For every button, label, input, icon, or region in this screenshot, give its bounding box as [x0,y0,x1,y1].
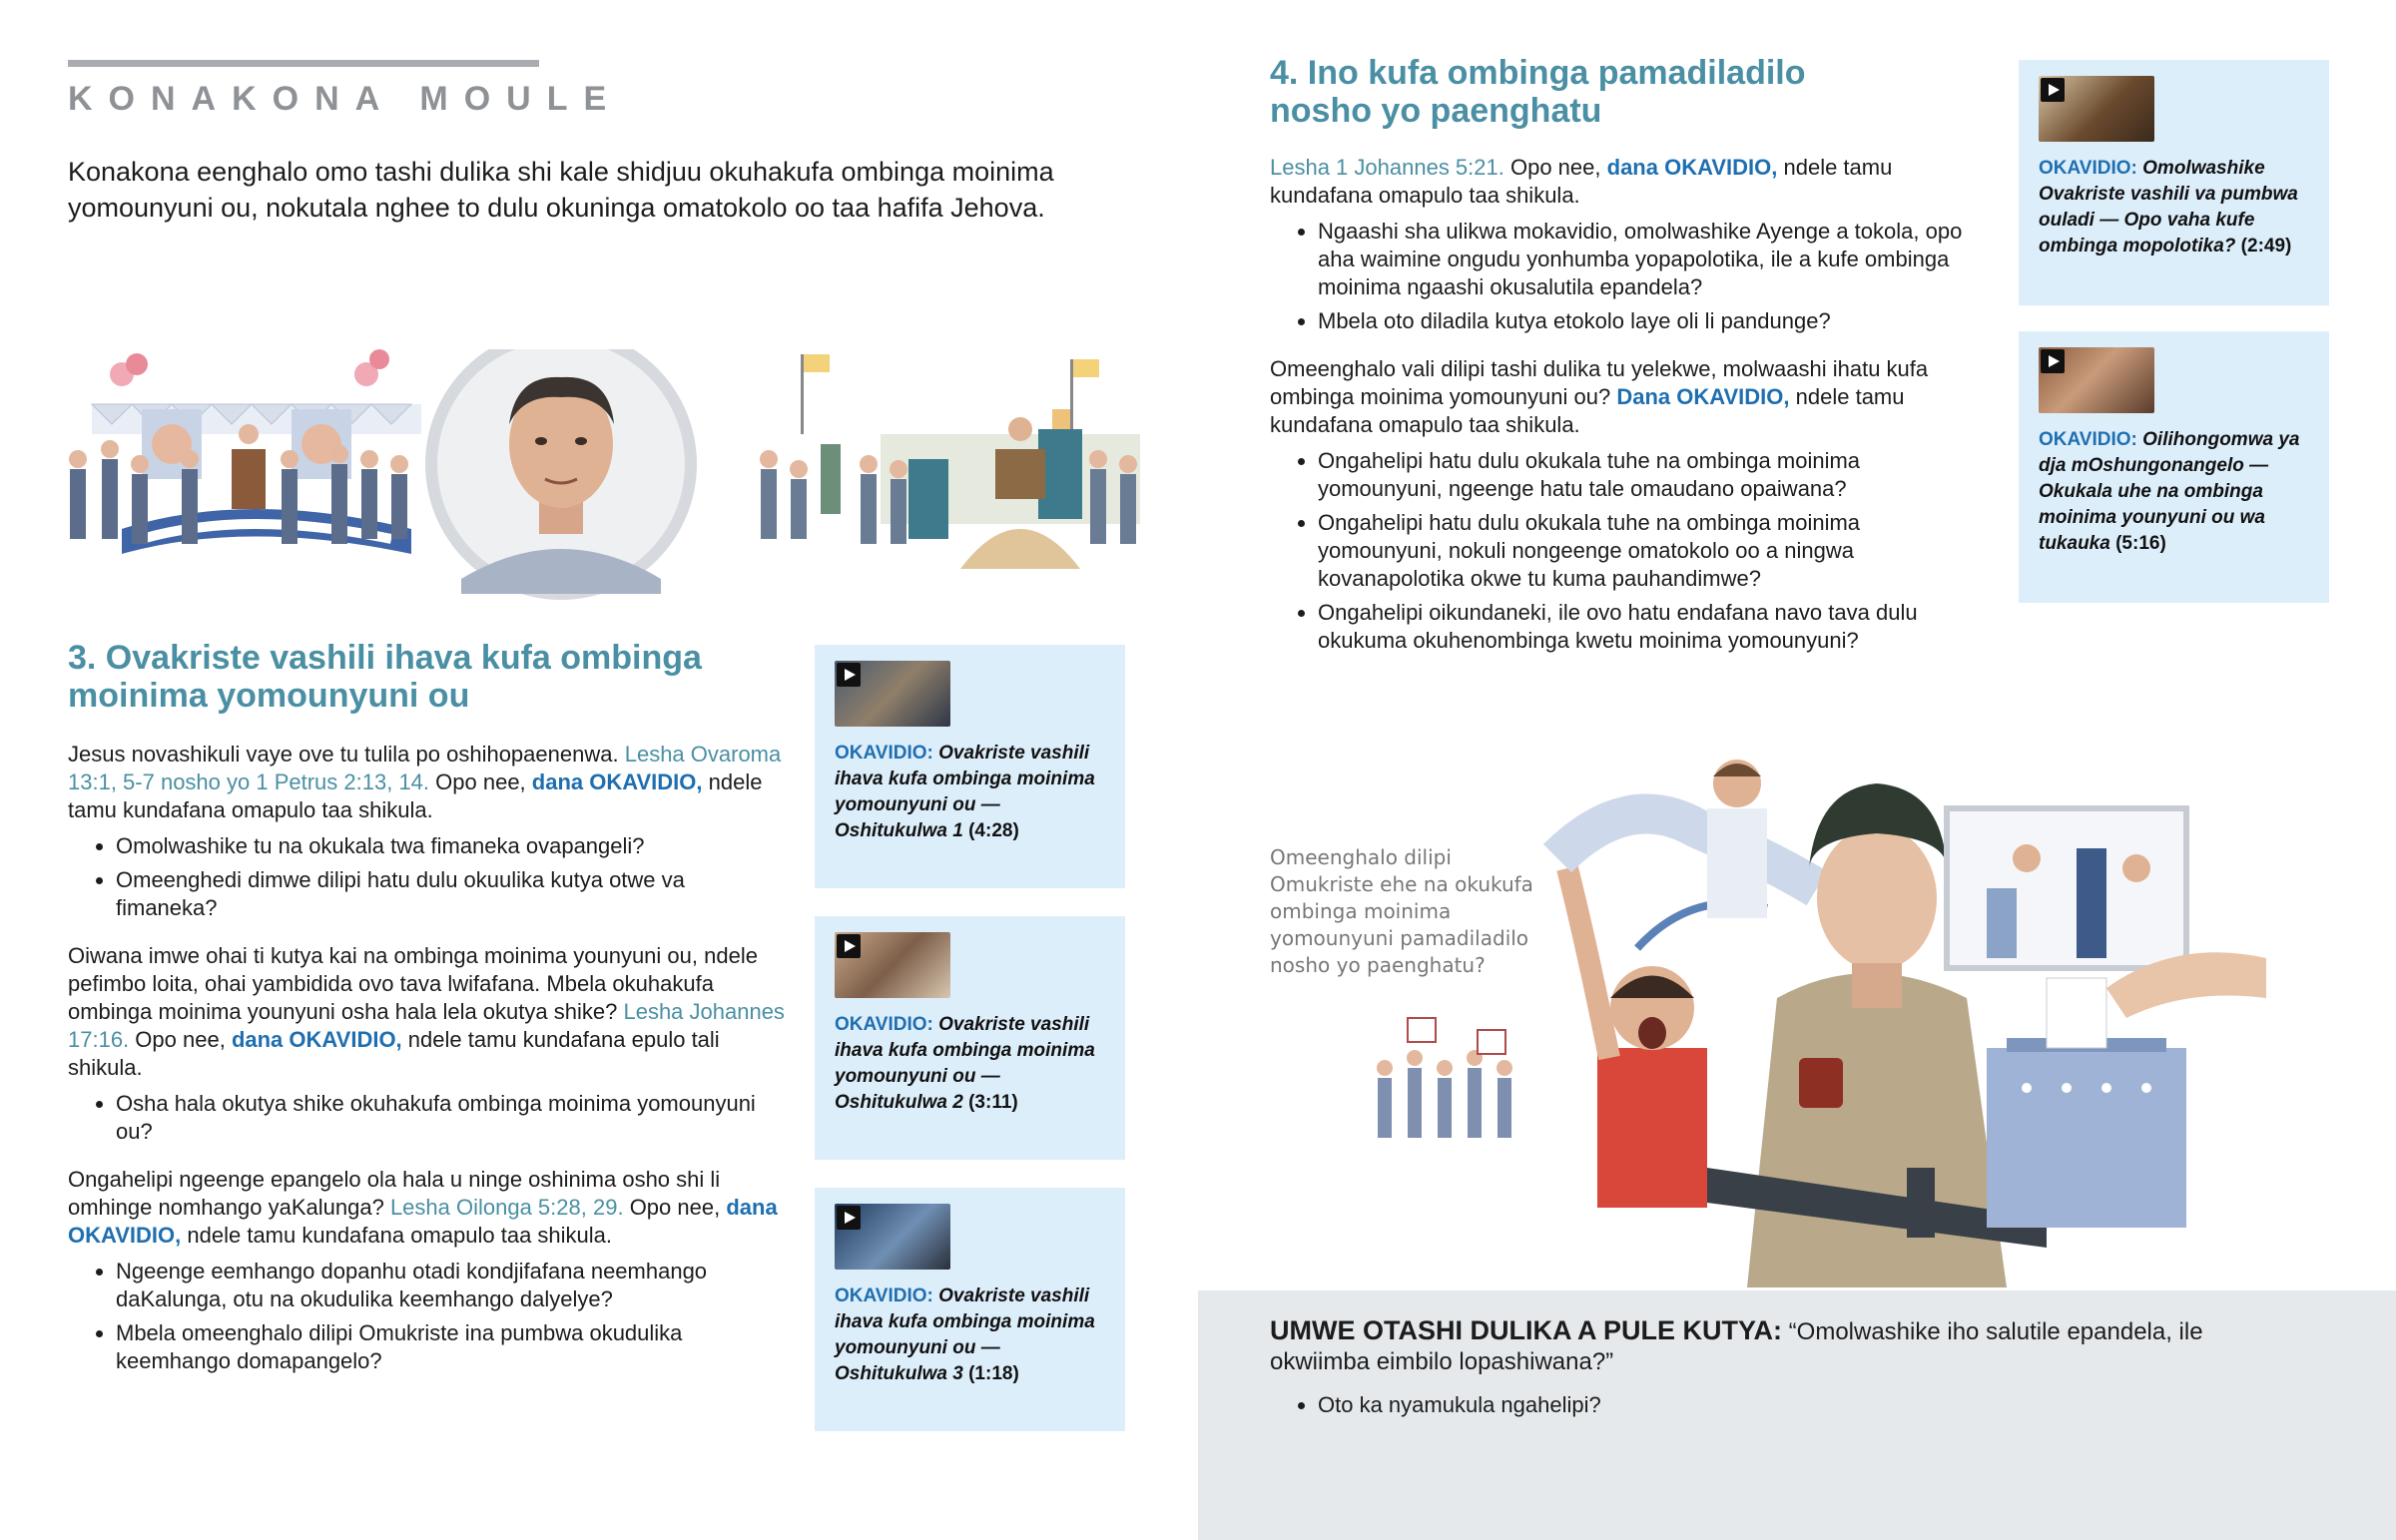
paragraph-text: ndele tamu kundafana omapulo taa shikula. [68,770,763,822]
section-4-paragraph-1 [1270,154,1979,210]
video-thumbnail[interactable] [835,932,950,998]
section-4-questions-2 [1270,447,1979,655]
paragraph-text: Oiwana imwe ohai ti kutya kai na ombinga moinima younyuni ou, ndele pefimbo loita, ohai yambidida ovo tava lwifafana. Mbela okuhakufa ombinga moinima younyuni osha hala lela okutya shike? [68,943,758,1024]
summary-questions [1270,1391,2268,1419]
video-caption [2039,427,2313,557]
video-card-part-3[interactable] [815,1188,1125,1431]
saluting-student [1707,760,1767,918]
video-label: OKAVIDIO: [2039,429,2137,450]
list-item: • Mbela omeenghalo dilipi Omukriste ina pumbwa okudulika keemhango domapangelo? [116,1319,787,1375]
video-duration: (2:49) [2240,236,2292,257]
video-card-courage[interactable] [2019,60,2329,305]
play-icon[interactable] [837,663,861,687]
video-title: Ovakriste vashili ihava kufa ombinga moinima yomounyuni ou — Oshitukulwa 1 [835,743,1095,841]
video-caption [835,1283,1109,1387]
intro-text: Konakona eenghalo omo tashi dulika shi kale shidjuu okuhakufa ombinga moinima yomounyuni ou, nokutala nghee to dulu okuninga omatokolo oo taa hafifa Jehova. [68,157,1054,223]
video-thumbnail[interactable] [2039,76,2154,142]
section-4-paragraph-2 [1270,355,1979,439]
video-label: OKAVIDIO: [835,1285,933,1306]
scripture-reading-link[interactable]: Lesha Ovaroma 13:1, 5-7 nosho yo 1 Petrus 2:13, 14. [68,742,782,794]
list-item: • Omeenghedi dimwe dilipi hatu dulu okuulika kutya otwe va fimaneka? [116,866,787,922]
list-item: • Ngeenge eemhango dopanhu otadi kondjifafana neemhango daKalunga, otu na okudulika keemhango dalyelye? [116,1258,787,1313]
section-3-paragraph-3 [68,1166,787,1250]
section-4-title-line1: 4. Ino kufa ombinga pamadiladilo [1270,54,1806,92]
video-duration: (3:11) [968,1092,1018,1113]
section-3-questions-3 [68,1258,787,1375]
section-3 [68,639,787,1381]
video-duration: (1:18) [968,1363,1019,1384]
list-item: • Ngaashi sha ulikwa mokavidio, omolwashike Ayenge a tokola, opo aha waimine ongudu yonhumba yopapolotika, ile a kufe ombinga moinima ngaashi okusalutila epandela? [1318,218,1979,301]
scripture-reading-link[interactable]: Lesha Johannes 17:16. [68,999,785,1052]
section-3-questions-1 [68,832,787,922]
election-monitor [1947,808,2186,968]
scripture-reading-link[interactable]: Lesha 1 Johannes 5:21. [1270,155,1504,180]
video-title: Ovakriste vashili ihava kufa ombinga moinima yomounyuni ou — Oshitukulwa 2 [835,1014,1095,1113]
paragraph-text: Opo nee, [1509,155,1601,180]
play-icon[interactable] [837,934,861,958]
paragraph-text: Ongahelipi ngeenge epangelo ola hala u ninge oshinima osho shi li omhinge nomhango yaKalunga? [68,1167,721,1220]
section-3-title-line2: moinima yomounyuni ou [68,677,470,715]
list-item: • Mbela oto diladila kutya etokolo laye oli li pandunge? [1318,307,1979,335]
video-link[interactable]: dana OKAVIDIO, [531,770,703,794]
play-icon[interactable] [837,1206,861,1230]
paragraph-text: Opo nee, [435,770,526,794]
video-thumbnail[interactable] [2039,347,2154,413]
paragraph-text: Opo nee, [629,1195,721,1220]
list-item: • Ongahelipi oikundaneki, ile ovo hatu endafana navo tava dulu okukuma okuhenombinga kwetu moinima yomounyuni? [1318,599,1979,655]
scripture-reading-link[interactable]: Lesha Oilonga 5:28, 29. [389,1195,624,1220]
video-duration: (5:16) [2115,533,2166,554]
video-link[interactable]: dana OKAVIDIO, [68,1195,778,1248]
paragraph-text: Omeenghalo vali dilipi tashi dulika tu yelekwe, molwaashi ihatu kufa ombinga moinima yomounyuni ou? [1270,356,1929,409]
paragraph-text: Opo nee, [135,1027,226,1052]
summary-box [1270,1315,2268,1425]
video-thumbnail[interactable] [835,661,950,727]
section-3-paragraph-2 [68,942,787,1082]
video-link[interactable]: dana OKAVIDIO, [1606,155,1778,180]
video-duration: (4:28) [968,820,1019,841]
protesters-group [1377,1018,1512,1138]
list-item: • Ongahelipi hatu dulu okukala tuhe na ombinga moinima yomounyuni, ngeenge hatu tale omaudano opaiwana? [1318,447,1979,503]
list-item: • Oto ka nyamukula ngahelipi? [1318,1391,2268,1419]
video-caption [835,1012,1109,1116]
illustration-caption: Omeenghalo dilipi Omukriste ehe na okukufa ombinga moinima yomounyuni pamadiladilo nosho yo paenghatu? [1270,845,1533,977]
paragraph-text: ndele tamu kundafana omapulo taa shikula. [187,1223,613,1248]
section-kicker: KONAKONA MOULE [68,80,623,118]
right-rally-scene [760,354,1140,569]
summary-lead: UMWE OTASHI DULIKA A PULE KUTYA: [1270,1315,1782,1345]
list-item: • Ongahelipi hatu dulu okukala tuhe na ombinga moinima yomounyuni, nokuli nongeenge omatokolo oo a ningwa kovanapolotika okwe tu kuma pauhandimwe? [1318,509,1979,593]
video-title: Omolwashike Ovakriste vashili va pumbwa ouladi — Opo vaha kufe ombinga mopolotika? [2039,158,2298,257]
video-label: OKAVIDIO: [2039,158,2137,179]
section-3-title-line1: 3. Ovakriste vashili ihava kufa ombinga [68,639,702,677]
video-title: Ovakriste vashili ihava kufa ombinga moinima yomounyuni ou — Oshitukulwa 3 [835,1285,1095,1384]
section-4-title [1270,54,1979,130]
play-icon[interactable] [2041,78,2065,102]
video-link[interactable]: dana OKAVIDIO, [231,1027,402,1052]
summary-quote: “Omolwashike iho salutile epandela, ile okwiimba eimbilo lopashiwana?” [1270,1318,2203,1375]
paragraph-text: Jesus novashikuli vaye ove tu tulila po oshihopaenenwa. [68,742,619,767]
paragraph-text: ndele tamu kundafana omapulo taa shikula. [1270,155,1893,208]
paragraph-text: ndele tamu kundafana epulo tali shikula. [68,1027,720,1080]
video-card-watchtower[interactable] [2019,331,2329,603]
section-3-questions-2 [68,1090,787,1146]
political-rally-illustration [62,349,1140,619]
video-card-part-1[interactable] [815,645,1125,888]
neutrality-situations-illustration [1348,749,2306,1287]
section-4-questions-1 [1270,218,1979,335]
video-thumbnail[interactable] [835,1204,950,1270]
video-title: Oilihongomwa ya dja mOshungonangelo — Okukala uhe na ombinga moinima younyuni ou wa tukauka [2039,429,2300,554]
video-label: OKAVIDIO: [835,1014,933,1035]
ballot-box [1987,952,2266,1228]
section-4 [1270,54,1979,661]
video-caption [835,741,1109,844]
list-item: • Osha hala okutya shike okuhakufa ombinga moinima yomounyuni ou? [116,1090,787,1146]
video-label: OKAVIDIO: [835,743,933,764]
video-link[interactable]: Dana OKAVIDIO, [1616,384,1790,409]
left-rally-scene [69,349,421,554]
video-caption [2039,156,2313,259]
section-3-paragraph-1 [68,741,787,824]
list-item: • Omolwashike tu na okukala twa fimaneka ovapangeli? [116,832,787,860]
play-icon[interactable] [2041,349,2065,373]
man-portrait [425,349,697,600]
paragraph-text: ndele tamu kundafana omapulo taa shikula. [1270,384,1905,437]
header-rule [68,60,539,67]
section-3-title [68,639,787,715]
section-4-title-line2: nosho yo paenghatu [1270,92,1602,130]
video-card-part-2[interactable] [815,916,1125,1160]
